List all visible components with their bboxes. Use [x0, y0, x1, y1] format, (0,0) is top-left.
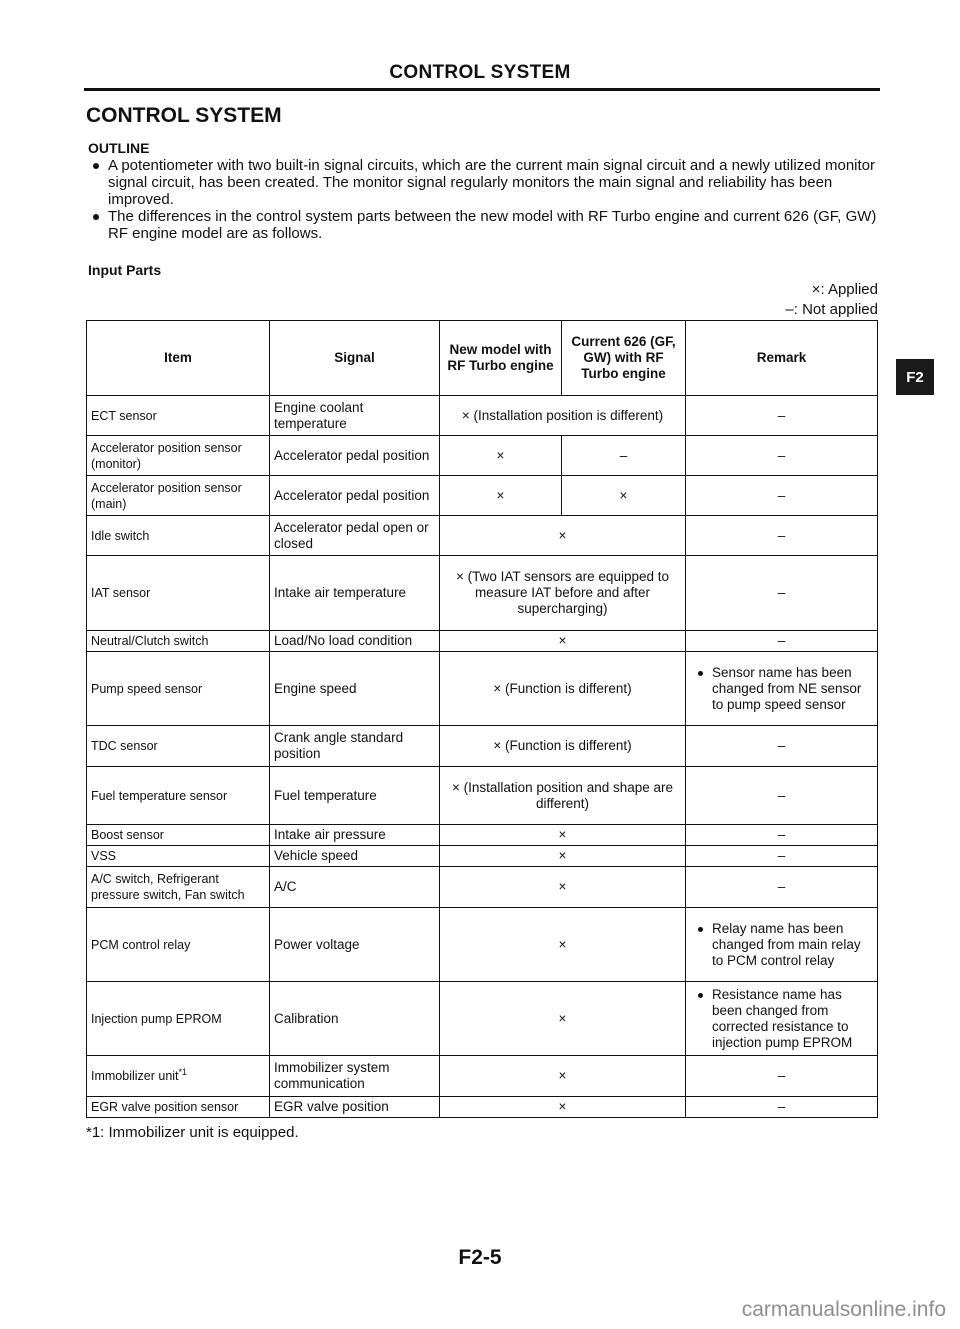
page-number: F2-5 — [458, 1246, 502, 1269]
col-header-signal: Signal — [270, 321, 440, 396]
cell-item: VSS — [87, 846, 270, 867]
cell-remark — [686, 982, 878, 1056]
cell-remark: – — [686, 436, 878, 476]
cell-item: Pump speed sensor — [87, 652, 270, 726]
table-row — [87, 867, 878, 908]
col-header-new-model: New model with RF Turbo engine — [440, 321, 562, 396]
outline-bullets — [88, 157, 878, 242]
cell-item: A/C switch, Refrigerant pressure switch, Fan switch — [87, 867, 270, 908]
cell-remark: – — [686, 1056, 878, 1097]
cell-item: Accelerator position sensor (monitor) — [87, 436, 270, 476]
table-row — [87, 516, 878, 556]
col-header-item: Item — [87, 321, 270, 396]
cell-applied: × (Function is different) — [440, 726, 686, 767]
table-row — [87, 652, 878, 726]
cell-signal: Power voltage — [270, 908, 440, 982]
outline-bullet: A potentiometer with two built-in signal circuits, which are the current main signal circuit and a newly utilized monitor signal circuit, has been created. The monitor signal regularly monitors the main signal and reliability has been improved. — [88, 157, 878, 208]
cell-item — [87, 1056, 270, 1097]
cell-remark: – — [686, 516, 878, 556]
watermark: carmanualsonline.info — [741, 1298, 946, 1321]
cell-signal: Accelerator pedal position — [270, 476, 440, 516]
cell-remark: – — [686, 867, 878, 908]
table-row — [87, 846, 878, 867]
cell-signal: Accelerator pedal open or closed — [270, 516, 440, 556]
remark-bullet: Resistance name has been changed from corrected resistance to injection pump EPROM — [690, 987, 873, 1051]
remark-bullet: Sensor name has been changed from NE sensor to pump speed sensor — [690, 665, 873, 713]
cell-applied: × — [440, 825, 686, 846]
cell-item: EGR valve position sensor — [87, 1097, 270, 1118]
legend-applied: ×: Applied — [811, 281, 878, 298]
cell-applied: × — [440, 867, 686, 908]
table-row — [87, 908, 878, 982]
cell-applied: × — [440, 516, 686, 556]
cell-applied: × (Function is different) — [440, 652, 686, 726]
cell-applied: × (Installation position and shape are different) — [440, 767, 686, 825]
cell-signal: Calibration — [270, 982, 440, 1056]
cell-remark: – — [686, 726, 878, 767]
legend-not-applied: –: Not applied — [785, 301, 878, 318]
cell-remark: – — [686, 396, 878, 436]
cell-signal: Load/No load condition — [270, 631, 440, 652]
cell-item: Boost sensor — [87, 825, 270, 846]
section-tab-marker: F2 — [896, 359, 934, 395]
cell-item: TDC sensor — [87, 726, 270, 767]
table-row — [87, 1056, 878, 1097]
footnote: *1: Immobilizer unit is equipped. — [86, 1124, 299, 1141]
cell-current: × — [562, 476, 686, 516]
cell-applied: × (Installation position is different) — [440, 396, 686, 436]
footnote-mark: *1 — [178, 1066, 188, 1077]
cell-applied: × (Two IAT sensors are equipped to measure IAT before and after supercharging) — [440, 556, 686, 631]
input-parts-table — [86, 320, 878, 1118]
cell-signal: Engine speed — [270, 652, 440, 726]
col-header-current-626: Current 626 (GF, GW) with RF Turbo engine — [562, 321, 686, 396]
cell-applied: × — [440, 631, 686, 652]
cell-item: PCM control relay — [87, 908, 270, 982]
cell-signal: EGR valve position — [270, 1097, 440, 1118]
cell-item: Fuel temperature sensor — [87, 767, 270, 825]
legend — [785, 280, 878, 320]
input-parts-heading: Input Parts — [88, 262, 162, 278]
col-header-remark: Remark — [686, 321, 878, 396]
cell-signal: Intake air temperature — [270, 556, 440, 631]
cell-remark — [686, 652, 878, 726]
item-text: Immobilizer unit — [91, 1069, 179, 1083]
table-row — [87, 825, 878, 846]
cell-applied: × — [440, 1097, 686, 1118]
cell-remark: – — [686, 846, 878, 867]
cell-remark: – — [686, 1097, 878, 1118]
cell-new-model: × — [440, 436, 562, 476]
cell-item: Injection pump EPROM — [87, 982, 270, 1056]
cell-applied: × — [440, 846, 686, 867]
cell-signal: Accelerator pedal position — [270, 436, 440, 476]
cell-item: Neutral/Clutch switch — [87, 631, 270, 652]
running-header: CONTROL SYSTEM — [389, 62, 571, 83]
cell-remark: – — [686, 631, 878, 652]
table-row — [87, 631, 878, 652]
section-title: CONTROL SYSTEM — [86, 104, 282, 127]
cell-item: Idle switch — [87, 516, 270, 556]
cell-applied: × — [440, 908, 686, 982]
table-row — [87, 556, 878, 631]
cell-signal: Fuel temperature — [270, 767, 440, 825]
cell-applied: × — [440, 1056, 686, 1097]
table-row — [87, 726, 878, 767]
cell-remark: – — [686, 476, 878, 516]
table-row — [87, 396, 878, 436]
cell-item: ECT sensor — [87, 396, 270, 436]
remark-bullet: Relay name has been changed from main relay to PCM control relay — [690, 921, 873, 969]
cell-remark — [686, 908, 878, 982]
cell-applied: × — [440, 982, 686, 1056]
table-row — [87, 767, 878, 825]
outline-bullet: The differences in the control system parts between the new model with RF Turbo engine and current 626 (GF, GW) RF engine model are as follows. — [88, 208, 878, 242]
cell-remark: – — [686, 556, 878, 631]
cell-signal: Vehicle speed — [270, 846, 440, 867]
outline-heading: OUTLINE — [88, 140, 150, 156]
table-header-row — [87, 321, 878, 396]
cell-signal: Crank angle standard position — [270, 726, 440, 767]
cell-signal: Intake air pressure — [270, 825, 440, 846]
cell-item: Accelerator position sensor (main) — [87, 476, 270, 516]
cell-remark: – — [686, 825, 878, 846]
cell-signal: A/C — [270, 867, 440, 908]
cell-new-model: × — [440, 476, 562, 516]
table-row — [87, 476, 878, 516]
cell-signal: Engine coolant temperature — [270, 396, 440, 436]
cell-current: – — [562, 436, 686, 476]
cell-item: IAT sensor — [87, 556, 270, 631]
table-row — [87, 436, 878, 476]
cell-signal: Immobilizer system communication — [270, 1056, 440, 1097]
header-rule — [84, 88, 880, 91]
cell-remark: – — [686, 767, 878, 825]
table-row — [87, 982, 878, 1056]
table-row — [87, 1097, 878, 1118]
